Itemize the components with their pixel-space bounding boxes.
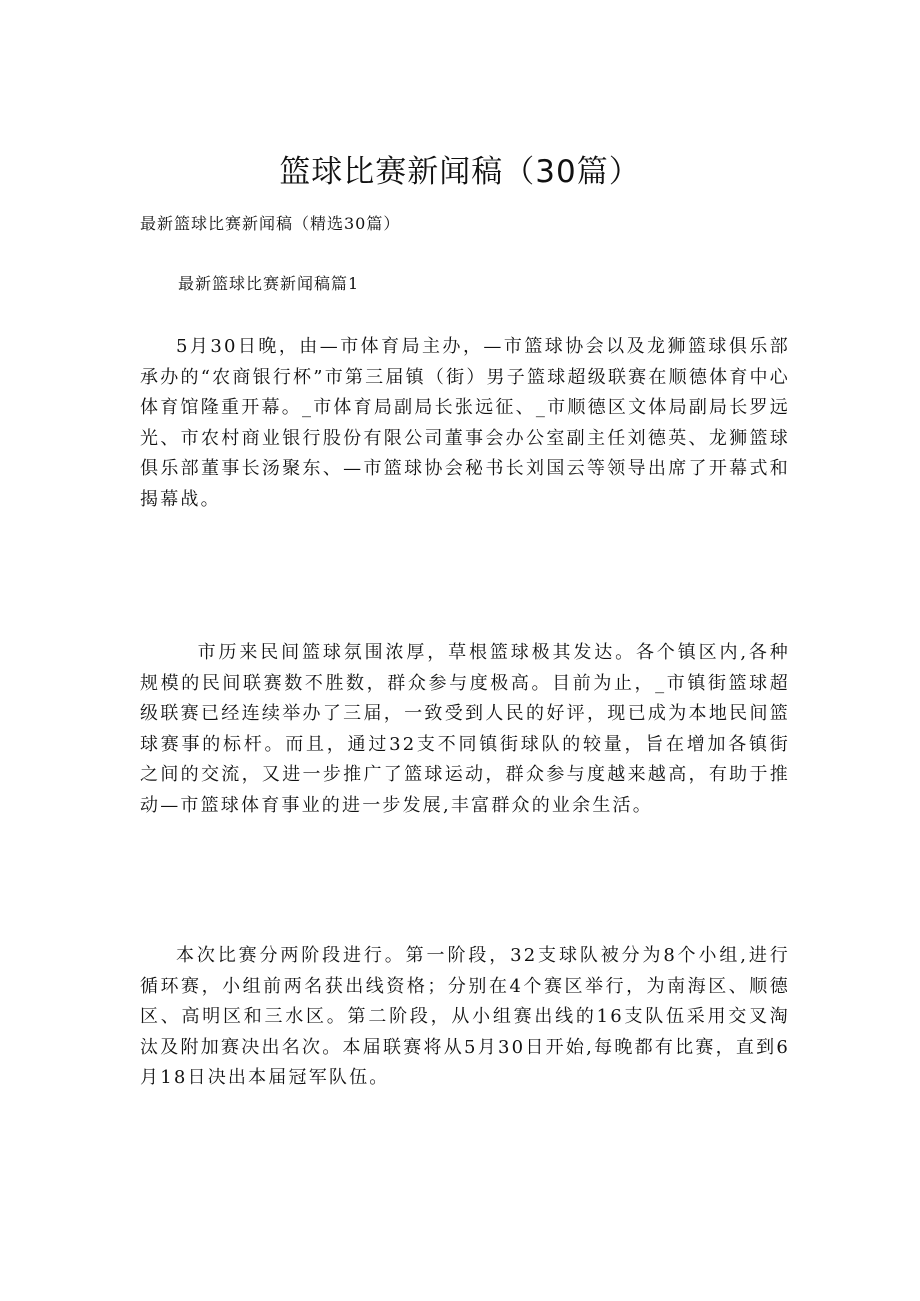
document-title: 篮球比赛新闻稿（30篇）	[279, 154, 641, 190]
paragraph: 市历来民间篮球氛围浓厚，草根篮球极其发达。各个镇区内,各种规模的民间联赛数不胜数，群众参与度极高。目前为止，_市镇街篮球超级联赛已经连续举办了三届，一致受到人民的好评，现已成为本地民间篮球赛事的标杆。而且，通过32支不同镇街球队的较量，旨在增加各镇街之间的交流，又进一步推广了篮球运动，群众参与度越来越高，有助于推动—市篮球体育事业的进一步发展,丰富群众的业余生活。	[140, 642, 790, 816]
paragraph: 本次比赛分两阶段进行。第一阶段，32支球队被分为8个小组,进行循环赛，小组前两名获出线资格；分别在4个赛区举行，为南海区、顺德区、高明区和三水区。第二阶段，从小组赛出线的16支队伍采用交叉淘汰及附加赛决出名次。本届联赛将从5月30日开始,每晚都有比赛，直到6月18日决出本届冠军队伍。	[140, 945, 790, 1088]
document-subtitle: 最新篮球比赛新闻稿（精选30篇）	[140, 214, 401, 233]
paragraph: 5月30日晚，由—市体育局主办，—市篮球协会以及龙狮篮球俱乐部承办的“农商银行杯”市第三届镇（街）男子篮球超级联赛在顺德体育中心体育馆隆重开幕。_市体育局副局长张远征、_市顺德区文体局副局长罗远光、市农村商业银行股份有限公司董事会办公室副主任刘德英、龙狮篮球俱乐部董事长汤聚东、—市篮球协会秘书长刘国云等领导出席了开幕式和揭幕战。	[140, 336, 790, 510]
section-heading: 最新篮球比赛新闻稿篇1	[178, 274, 360, 293]
